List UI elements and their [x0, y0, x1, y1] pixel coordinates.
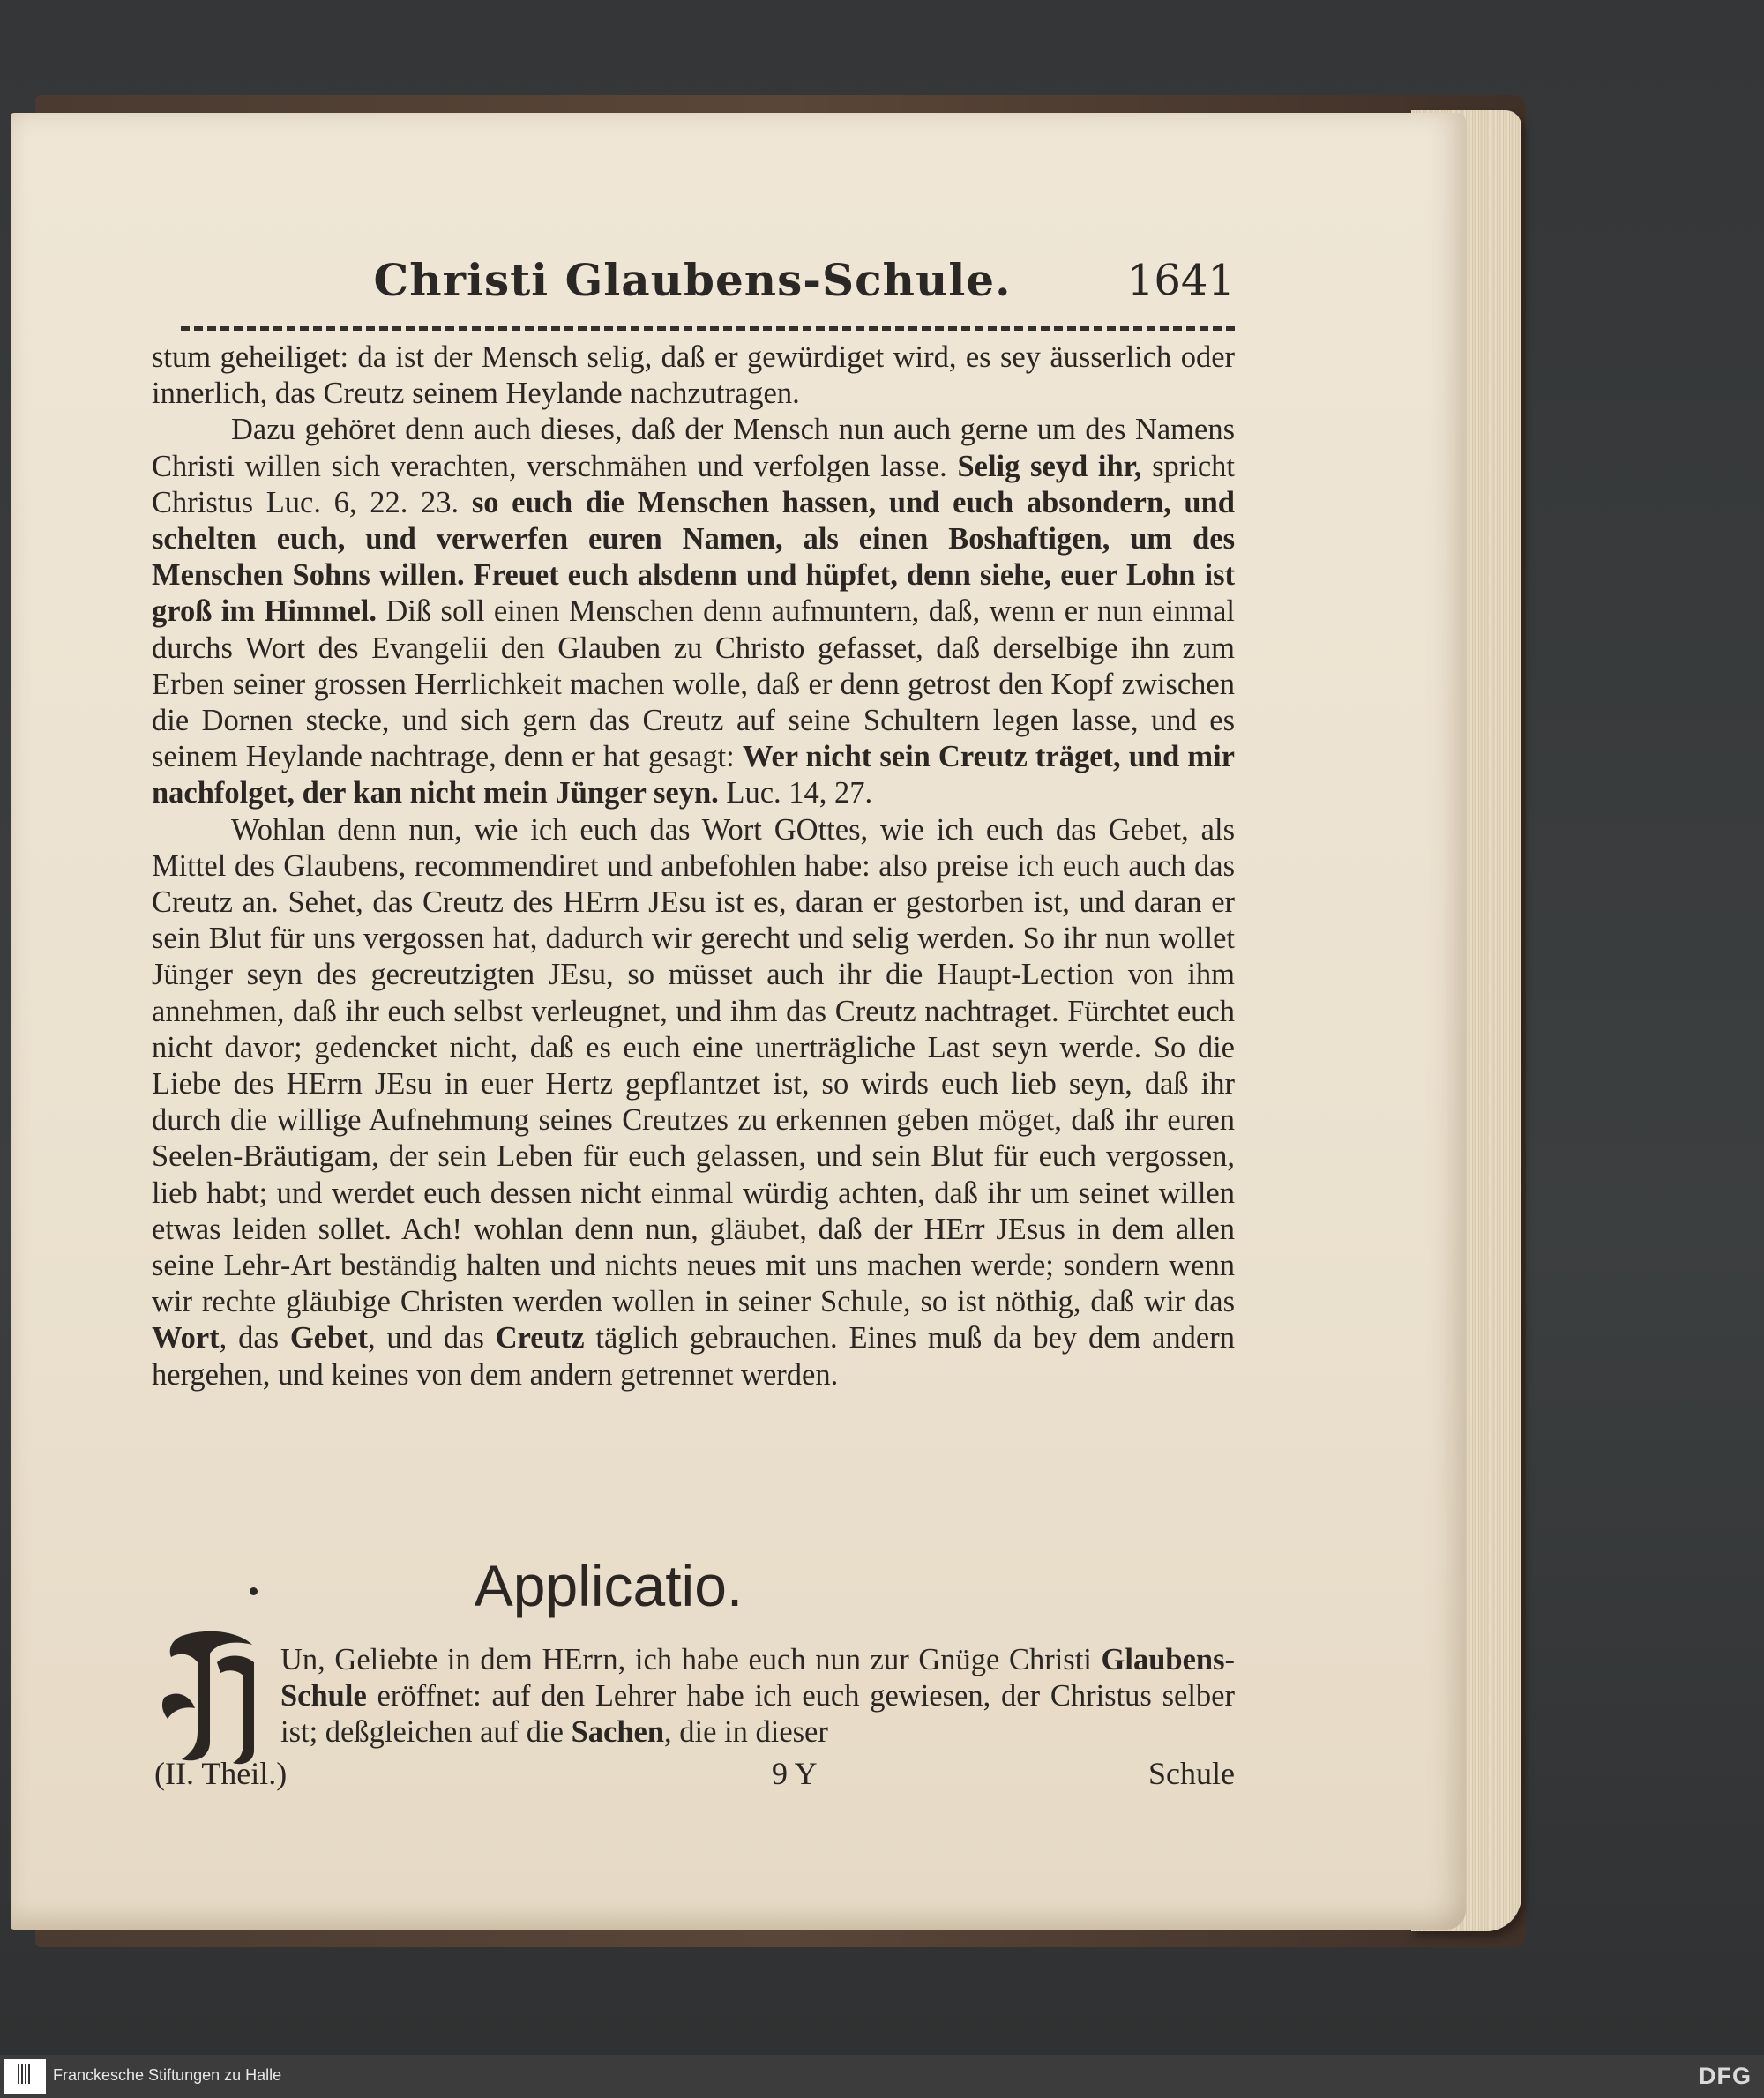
- p3-word-gebet: Gebet: [289, 1321, 368, 1355]
- body-text: [152, 340, 1235, 1393]
- p2-text-c: spricht Christus Luc. 6, 22. 23.: [152, 449, 1235, 519]
- p3-sep-2: , und das: [367, 1321, 496, 1355]
- app-emphasis-schule: Glaubens-Schule: [280, 1643, 1235, 1713]
- p3-text: Wohlan denn nun, wie ich euch das Wort GOttes, wie ich euch das Gebet, als Mittel des Glaubens, recommendiret und anbefohlen habe: also preise ich euch auch das Creutz an. Sehet, das Creutz des HErrn JEsu ist es, daran er gestorben ist, und daran er sein Blut für uns vergossen hat, dadurch wir gerecht und selig werden. So ihr nun wollet Jünger seyn des gecreutzigten JEsu, so müsset auch ihr die Haupt-Lection von ihm annehmen, daß ihr euch selbst verleugnet, und ihm das Creutz nachtraget. Fürchtet euch nicht davor; gedencket nicht, daß es euch eine unerträgliche Last seyn werde. So die Liebe des HErrn JEsu in euer Hertz gepflantzet ist, so wirds euch lieb seyn, daß ihr durch die willige Aufnehmung seines Creutzes zu erkennen geben möget, daß ihr euren Seelen-Bräutigam, der sein Leben für euch gelassen, und sein Blut für euch vergossen, lieb habt; und werdet euch dessen nicht einmal würdig achten, daß ihr um seinet willen etwas leiden sollet. Ach! wohlan denn nun, gläubet, daß der HErr JEsus in dem allen seine Lehr-Art beständig halten und nichts neues mit uns machen werde; sondern wenn wir rechte gläubige Christen werden wollen in seiner Schule, so ist nöthig, daß wir das: [152, 812, 1235, 1319]
- p3-word-wort: Wort: [152, 1321, 220, 1355]
- p3-word-creutz: Creutz: [495, 1321, 585, 1355]
- p2-text-a: Dazu gehöret denn auch dieses, daß der Mensch nun auch gerne um des Namens Christi willen sich verachten, verschmähen und verfolgen lasse.: [152, 413, 1235, 483]
- institution-name[interactable]: Franckesche Stiftungen zu Halle: [53, 2066, 282, 2084]
- paragraph-1: stum geheiliget: da ist der Mensch selig, daß er gewürdiget wird, es sey äusserlich oder innerlich, das Creutz seinem Heylande nachzutragen.: [152, 340, 1235, 411]
- paragraph-2: [152, 412, 1235, 811]
- dropcap-initial: [155, 1627, 270, 1768]
- p3-end: täglich gebrauchen. Eines muß da bey dem andern hergehen, und keines von dem andern getrennet werden.: [152, 1321, 1235, 1392]
- p2-reference: Luc. 14, 27.: [718, 776, 873, 810]
- p2-scripture-quote-2: Wer nicht sein Creutz träget, und mir nachfolget, der kan nicht mein Jünger seyn.: [152, 740, 1235, 810]
- paragraph-3: [152, 812, 1235, 1393]
- page-footer: [154, 1755, 1235, 1799]
- section-heading: Applicatio.: [474, 1553, 744, 1618]
- signature-mark: 9 Y: [772, 1756, 818, 1791]
- header-rule: [181, 326, 1235, 331]
- application-paragraph: [280, 1642, 1235, 1751]
- app-text-e: , die in dieser: [664, 1715, 828, 1750]
- running-title: Christi Glaubens-Schule.: [373, 254, 1012, 306]
- page-header: [150, 254, 1235, 325]
- dfg-logo[interactable]: DFG: [1699, 2063, 1752, 2089]
- volume-mark: (II. Theil.): [154, 1756, 288, 1791]
- application-text: [280, 1642, 1235, 1751]
- p2-text-e: Diß soll einen Menschen denn aufmuntern, daß, wenn er nun einmal durchs Wort des Evangelii den Glauben zu Christo gefasset, daß derselbige ihn zum Erben seiner grossen Herrlichkeit machen wolle, daß er denn getrost den Kopf zwischen die Dornen stecke, und sich gern das Creutz auf seine Schultern legen lasse, und es seinem Heylande nachtrage, denn er hat gesagt:: [152, 594, 1235, 774]
- viewer-footer-bar: [0, 2055, 1764, 2098]
- app-text-a: Un, Geliebte in dem HErrn, ich habe euch nun zur Gnüge Christi: [280, 1643, 1102, 1676]
- app-text-c: eröffnet: auf den Lehrer habe ich euch gewiesen, der Christus selber ist; deßgleichen auf die: [280, 1679, 1235, 1750]
- catchword: Schule: [1148, 1756, 1235, 1791]
- p2-scripture-quote: so euch die Menschen hassen, und euch absondern, und schelten euch, und verwerfen euren Namen, als einen Boshaftigen, um des Menschen Sohns willen. Freuet euch alsdenn und hüpfet, denn siehe, euer Lohn ist groß im Himmel.: [152, 485, 1235, 629]
- page-number: 1641: [1126, 256, 1235, 305]
- p3-sep-1: , das: [219, 1321, 290, 1355]
- app-emphasis-sachen: Sachen: [571, 1715, 664, 1750]
- p2-emphasis-selig: Selig seyd ihr,: [957, 449, 1142, 483]
- institution-logo-icon[interactable]: [4, 2059, 46, 2094]
